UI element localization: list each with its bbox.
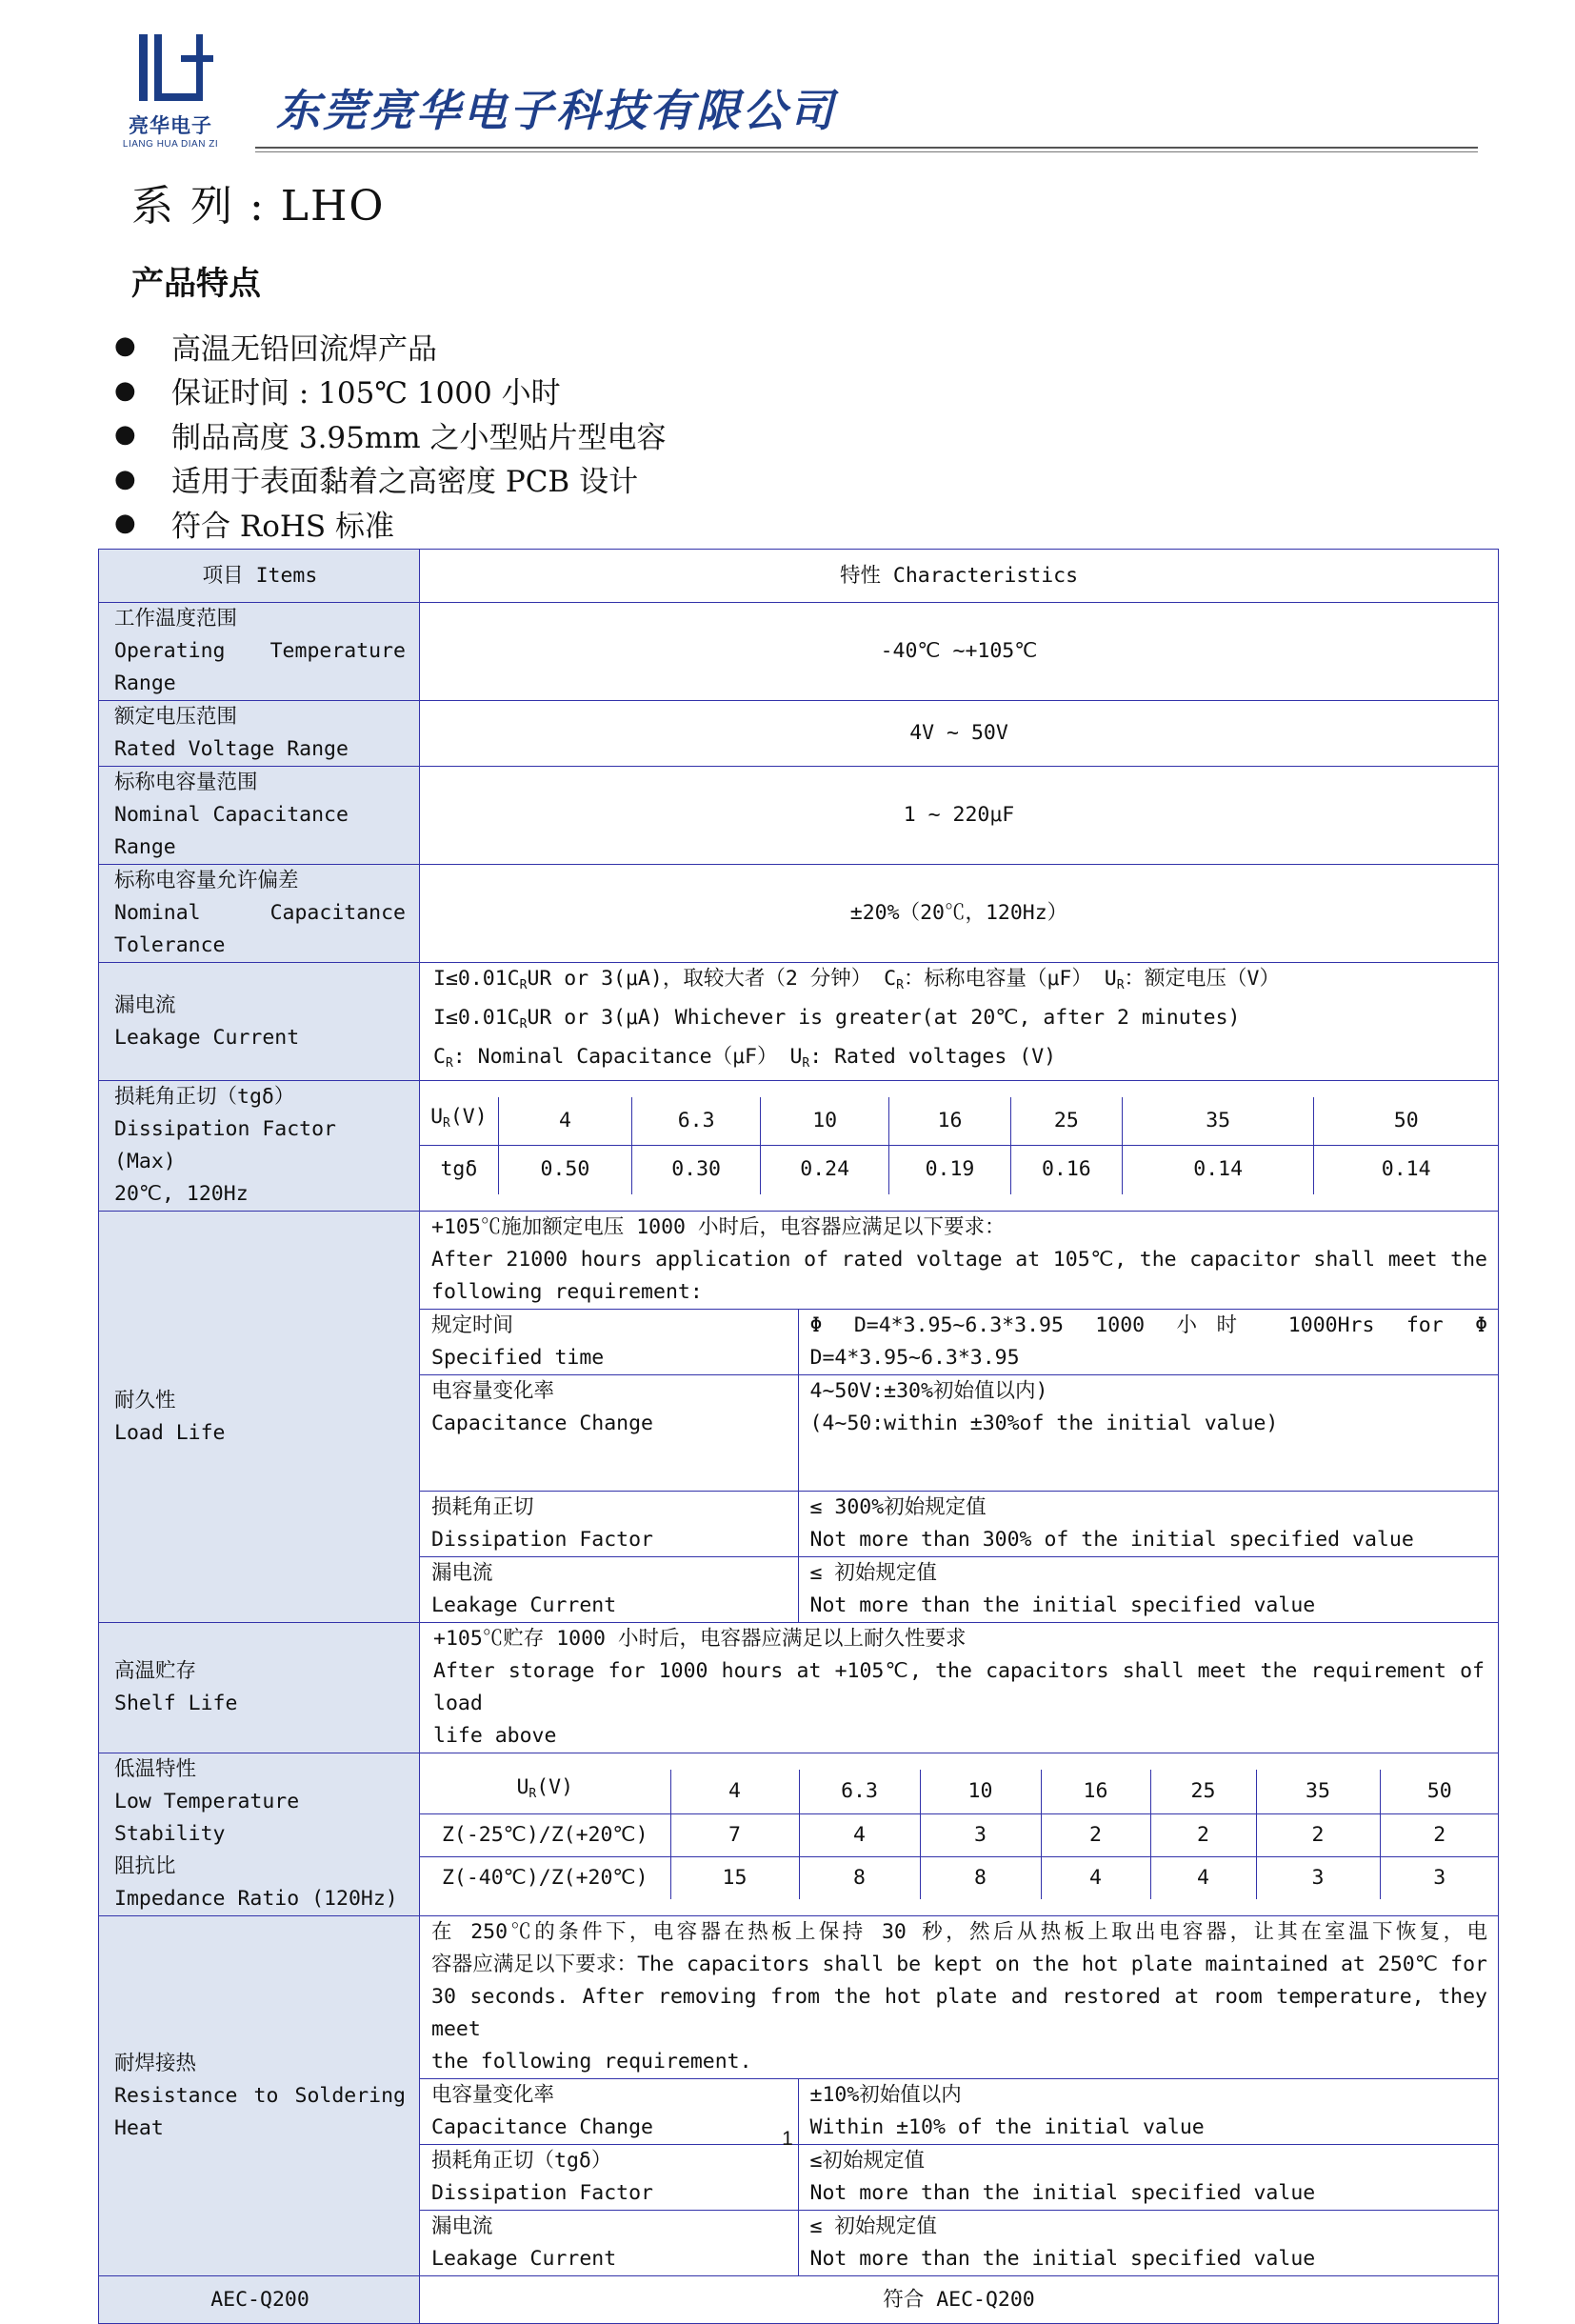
aec-value: 符合 AEC-Q200 [420,2276,1499,2324]
table-cell: 10 [920,1770,1041,1813]
table-cell: $U_R(V)$ [420,1770,670,1813]
capacitance-label: 标称电容量范围 Nominal Capacitance Range [99,767,420,865]
voltage-label: 额定电压范围 Rated Voltage Range [99,701,420,767]
shelf-life-label: 高温贮存 Shelf Life [99,1623,420,1753]
table-header-row [99,550,1499,603]
series-title: 系 列 : LHO [131,182,386,230]
table-cell: Z(-40℃)/Z(+20℃) [420,1856,670,1899]
leakage-row [99,963,1499,1081]
table-cell: 0.14 [1314,1145,1498,1194]
table-cell: 4 [799,1813,920,1856]
feature-text: 高温无铅回流焊产品 [171,331,437,367]
bullet: ● [114,375,136,405]
operating-temp-row [99,603,1499,701]
company-name: 东莞亮华电子科技有限公司 [276,85,836,136]
feature-text: 适用于表面黏着之高密度 PCB 设计 [171,465,639,500]
aec-row [99,2276,1499,2324]
soldering-intro: 在 250℃的条件下，电容器在热板上保持 30 秒，然后从热板上取出电容器，让其在室温下恢复，电 容器应满足以下要求：The capacitors shall be kept on the hot plate maintained at 250℃ for 30 seconds. After removing from the hot plate and restored at room temperature, they meet the following requirement. [420,1916,1499,2079]
table-cell: 3 [920,1813,1041,1856]
table-cell: 2 [1380,1813,1499,1856]
tolerance-row [99,865,1499,963]
soldering-cap-row: 电容量变化率 Capacitance Change ±10%初始值以内 Within ±10% of the initial value [420,2079,1499,2145]
table-cell: 16 [1041,1770,1150,1813]
df-row [99,1081,1499,1212]
load-life-row [99,1212,1499,1623]
soldering-label: 耐焊接热 Resistance to Soldering Heat [99,1916,420,2276]
table-cell: 50 [1314,1097,1498,1145]
feature-text: 制品高度 3.95mm 之小型贴片型电容 [171,420,667,455]
load-life-lc-row: 漏电流 Leakage Current ≤ 初始规定值 Not more than the initial specified value [420,1557,1499,1623]
table-cell: 2 [1041,1813,1150,1856]
table-cell: 0.16 [1010,1145,1122,1194]
table-cell: 0.19 [889,1145,1011,1194]
capacitance-row [99,767,1499,865]
table-cell: 10 [761,1097,889,1145]
impedance-table [420,1770,1499,1899]
df-voltage-row [420,1097,1498,1145]
table-cell: Z(-25℃)/Z(+20℃) [420,1813,670,1856]
feature-item [114,324,667,369]
table-cell: 25 [1010,1097,1122,1145]
leakage-value: $I\le 0.01C_RUR$ or 3(μA)，取较大者（2 分钟） $C_R$：标称电容量（μF） $U_R$：额定电压（V） $I\le 0.01C_RUR$ or 3(μA) Whichever is greater(at 20℃, after 2 minutes) $C_R$: Nominal Capacitance（μF） $U_R$: Rated voltages (V) [420,963,1499,1081]
table-cell: 8 [799,1856,920,1899]
feature-text: 符合 RoHS 标准 [171,509,394,544]
load-life-time-row: 规定时间 Specified time Φ D=4*3.95~6.3*3.95 1000 小时 1000Hrs for Φ D=4*3.95~6.3*3.95 [420,1310,1499,1375]
impedance-voltage-row [420,1770,1499,1813]
operating-temp-label: 工作温度范围 Operating Temperature Range [99,603,420,701]
table-cell: 3 [1380,1856,1499,1899]
logo-mark [139,34,213,116]
table-cell: 0.14 [1122,1145,1314,1194]
header-rule-thin [255,151,1478,152]
feature-item [114,412,667,457]
table-cell: 4 [1041,1856,1150,1899]
table-cell: 25 [1150,1770,1256,1813]
table-cell: 50 [1380,1770,1499,1813]
characteristics-header: 特性 Characteristics [420,550,1499,603]
company-logo [107,29,234,150]
load-life-intro: +105℃施加额定电压 1000 小时后，电容器应满足以下要求： After 21000 hours application of rated voltage at 105℃, the capacitor shall meet the following requirement: [420,1212,1499,1310]
df-tg-row [420,1145,1498,1194]
low-temp-value [420,1753,1499,1916]
bullet: ● [114,509,136,538]
impedance-row-25 [420,1813,1499,1856]
features-heading: 产品特点 [131,265,261,303]
items-header: 项目 Items [99,550,420,603]
logo-pinyin-text: LIANG HUA DIAN ZI [122,139,219,150]
bullet: ● [114,331,136,361]
table-cell: 16 [889,1097,1011,1145]
low-temp-label: 低温特性 Low Temperature Stability 阻抗比 Impedance Ratio (120Hz) [99,1753,420,1916]
table-cell: 0.30 [632,1145,761,1194]
table-cell: 6.3 [799,1770,920,1813]
shelf-life-row [99,1623,1499,1753]
load-life-cap-row: 电容量变化率 Capacitance Change 4~50V:±30%初始值以内) (4~50:within ±30%of the initial value) [420,1375,1499,1492]
table-cell: $U_R(V)$ [420,1097,498,1145]
spec-table [98,549,1499,2324]
table-cell: 0.24 [761,1145,889,1194]
bullet: ● [114,420,136,450]
table-cell: tgδ [420,1145,498,1194]
capacitance-value: 1 ~ 220μF [420,767,1499,865]
leakage-label: 漏电流 Leakage Current [99,963,420,1081]
page-number: 1 [782,2128,793,2150]
logo-brand-text: 亮华电子 [129,114,212,137]
load-life-df-row: 损耗角正切 Dissipation Factor ≤ 300%初始规定值 Not more than 300% of the initial specified value [420,1492,1499,1557]
df-table [420,1097,1498,1194]
feature-text: 保证时间 : 105℃ 1000 小时 [171,376,561,411]
load-life-table [420,1212,1499,1622]
table-cell: 35 [1256,1770,1380,1813]
soldering-value [420,1916,1499,2276]
table-cell: 7 [670,1813,799,1856]
soldering-row [99,1916,1499,2276]
table-cell: 2 [1256,1813,1380,1856]
load-life-value [420,1212,1499,1623]
df-label: 损耗角正切（tgδ） Dissipation Factor (Max) 20℃, 120Hz [99,1081,420,1212]
header-rule [255,147,1478,149]
table-cell: 8 [920,1856,1041,1899]
table-cell: 4 [1150,1856,1256,1899]
feature-item [114,457,667,502]
soldering-lc-row: 漏电流 Leakage Current ≤ 初始规定值 Not more than the initial specified value [420,2211,1499,2276]
low-temp-row [99,1753,1499,1916]
table-cell: 4 [670,1770,799,1813]
voltage-row [99,701,1499,767]
aec-label: AEC-Q200 [99,2276,420,2324]
table-cell: 0.50 [498,1145,631,1194]
table-cell: 15 [670,1856,799,1899]
voltage-value: 4V ~ 50V [420,701,1499,767]
table-cell: 2 [1150,1813,1256,1856]
tolerance-label: 标称电容量允许偏差 Nominal Capacitance Tolerance [99,865,420,963]
impedance-row-40 [420,1856,1499,1899]
df-value [420,1081,1499,1212]
feature-item [114,369,667,413]
table-cell: 6.3 [632,1097,761,1145]
table-cell: 35 [1122,1097,1314,1145]
operating-temp-value: -40℃ ~+105℃ [420,603,1499,701]
soldering-df-row: 损耗角正切（tgδ） Dissipation Factor ≤初始规定值 Not more than the initial specified value [420,2145,1499,2211]
table-cell: 4 [498,1097,631,1145]
feature-item [114,501,667,546]
shelf-life-value: +105℃贮存 1000 小时后，电容器应满足以上耐久性要求 After storage for 1000 hours at +105℃, the capacitors shall meet the requirement of load life above [420,1623,1499,1753]
soldering-table [420,1916,1499,2275]
features-list [114,324,667,546]
tolerance-value: ±20%（20℃，120Hz） [420,865,1499,963]
table-cell: 3 [1256,1856,1380,1899]
bullet: ● [114,464,136,493]
load-life-label: 耐久性 Load Life [99,1212,420,1623]
